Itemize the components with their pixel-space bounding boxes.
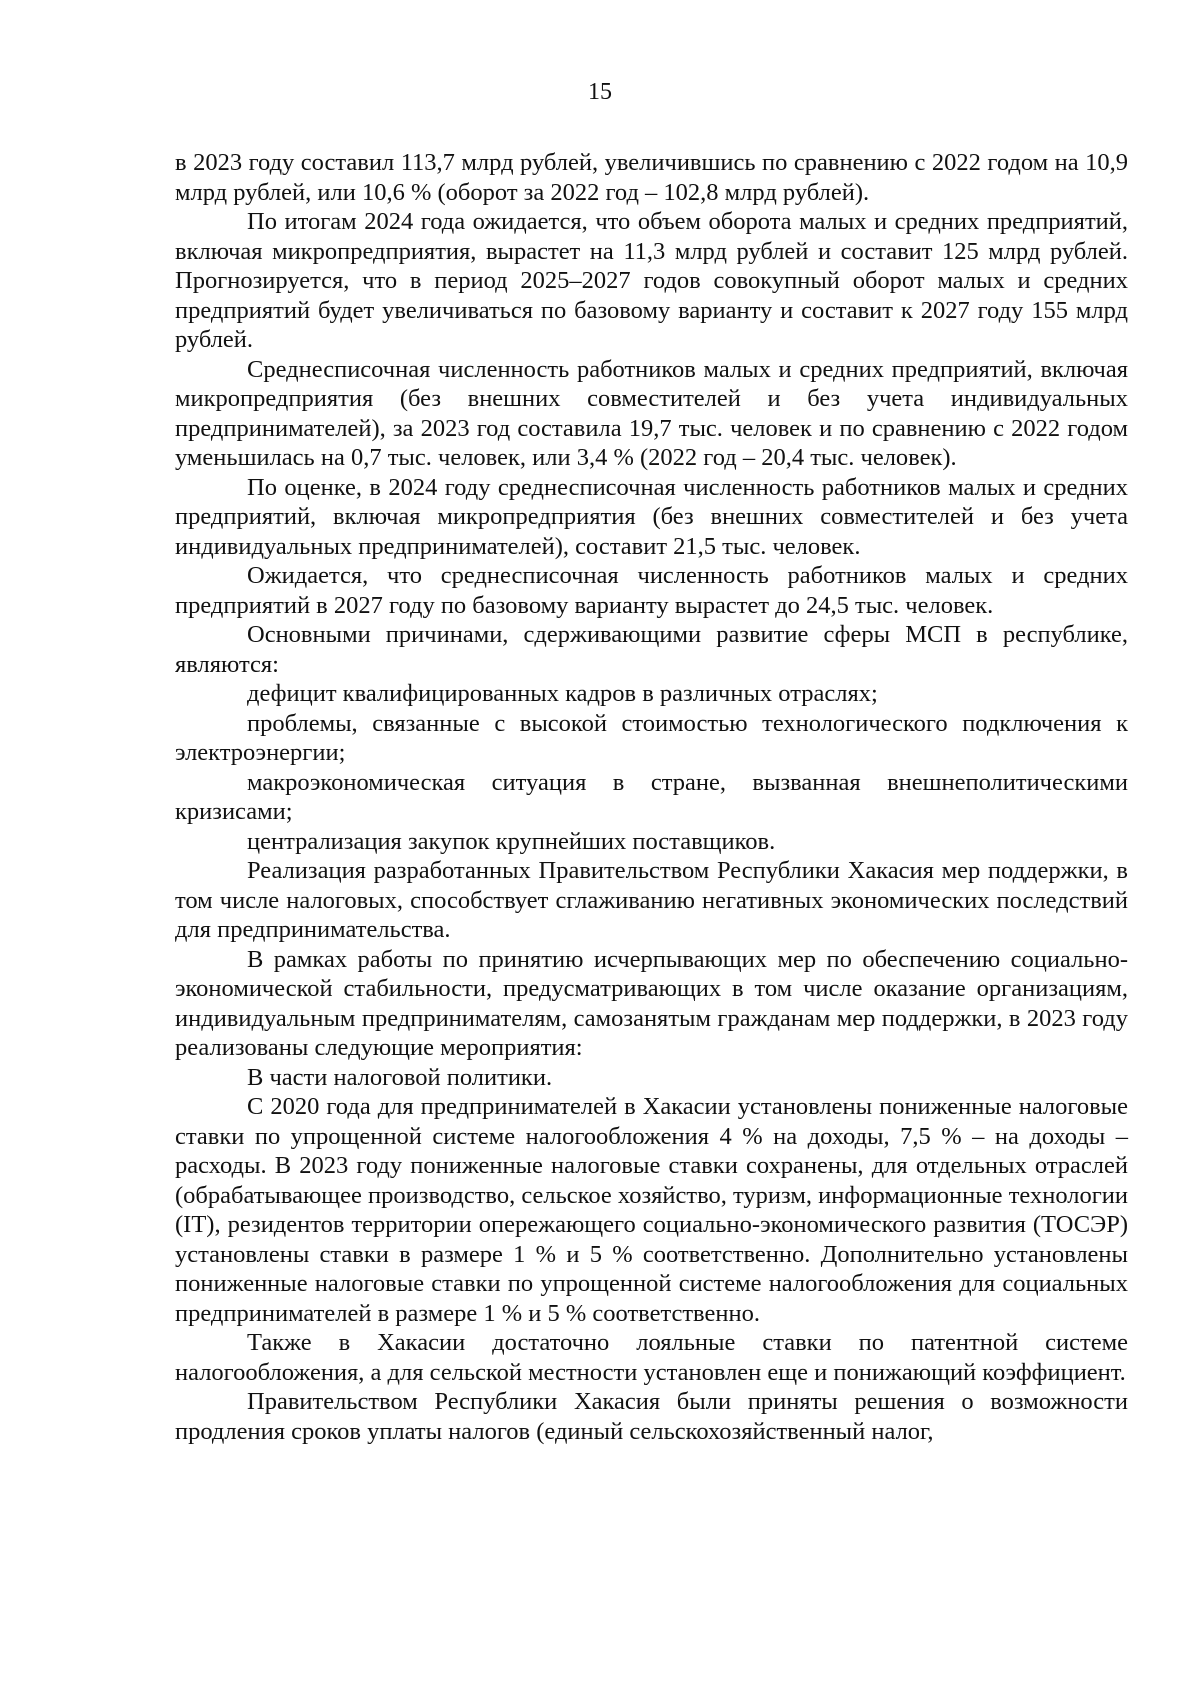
paragraph-stability-measures: В рамках работы по принятию исчерпывающих мер по обеспечению социально-экономической стабильности, предусматривающих в том числе оказание организациям, индивидуальным предпринимателям, самозанятым гражданам мер поддержки, в 2023 году реализованы следующие мероприятия: xyxy=(175,945,1128,1061)
paragraph-tax-rates: С 2020 года для предпринимателей в Хакасии установлены пониженные налоговые ставки по упрощенной системе налогообложения 4 % на доходы, 7,5 % – на доходы – расходы. В 2023 году пониженные налоговые ставки сохранены, для отдельных отраслей (обрабатывающее производство, сельское хозяйство, туризм, информационные технологии (IT), резидентов территории опережающего социально-экономического развития (ТОСЭР) установлены ставки в размере 1 % и 5 % соответственно. Дополнительно установлены пониженные налоговые ставки по упрощенной системе налогообложения для социальных предпринимателей в размере 1 % и 5 % соответственно. xyxy=(175,1093,1128,1327)
paragraph-support-measures: Реализация разработанных Правительством Республики Хакасия мер поддержки, в том числе налоговых, способствует сглаживанию негативных экономических последствий для предпринимательства. xyxy=(175,857,1128,943)
list-item-staff-deficit: дефицит квалифицированных кадров в различных отраслях; xyxy=(247,680,878,707)
document-body xyxy=(175,148,1128,1446)
list-item-grid-connection: проблемы, связанные с высокой стоимостью технологического подключения к электроэнергии; xyxy=(175,709,1128,766)
paragraph-employees-2024: По оценке, в 2024 году среднесписочная численность работников малых и средних предприятий, включая микропредприятия (без внешних совместителей и без учета индивидуальных предпринимателей), составит 21,5 тыс. человек. xyxy=(175,473,1128,560)
paragraph-turnover-2023: в 2023 году составил 113,7 млрд рублей, увеличившись по сравнению с 2022 годом на 10,9 млрд рублей, или 10,6 % (оборот за 2022 год – 102,8 млрд рублей). xyxy=(175,149,1128,206)
paragraph-patent-system: Также в Хакасии достаточно лояльные ставки по патентной системе налогообложения, а для сельской местности установлен еще и понижающий коэффициент. xyxy=(175,1329,1128,1386)
paragraph-main-reasons: Основными причинами, сдерживающими развитие сферы МСП в республике, являются: xyxy=(175,621,1128,678)
paragraph-employees-2023: Среднесписочная численность работников малых и средних предприятий, включая микропредприятия (без внешних совместителей и без учета индивидуальных предпринимателей), за 2023 год составила 19,7 тыс. человек и по сравнению с 2022 годом уменьшилась на 0,7 тыс. человек, или 3,4 % (2022 год – 20,4 тыс. человек). xyxy=(175,355,1128,471)
list-item-macro-situation: макроэкономическая ситуация в стране, вызванная внешнеполитическими кризисами; xyxy=(175,768,1128,825)
paragraph-tax-deadlines: Правительством Республики Хакасия были приняты решения о возможности продления сроков уплаты налогов (единый сельскохозяйственный налог, xyxy=(175,1388,1128,1445)
paragraph-tax-policy-heading: В части налоговой политики. xyxy=(247,1063,553,1091)
list-item-procurement: централизация закупок крупнейших поставщиков. xyxy=(247,827,776,855)
page-number: 15 xyxy=(588,79,612,105)
paragraph-employees-2027: Ожидается, что среднесписочная численность работников малых и средних предприятий в 2027 году по базовому варианту вырастет до 24,5 тыс. человек. xyxy=(175,562,1128,619)
paragraph-turnover-forecast: По итогам 2024 года ожидается, что объем оборота малых и средних предприятий, включая микропредприятия, вырастет на 11,3 млрд рублей и составит 125 млрд рублей. Прогнозируется, что в период 2025–2027 годов совокупный оборот малых и средних предприятий будет увеличиваться по базовому варианту и составит к 2027 году 155 млрд рублей. xyxy=(175,208,1128,353)
